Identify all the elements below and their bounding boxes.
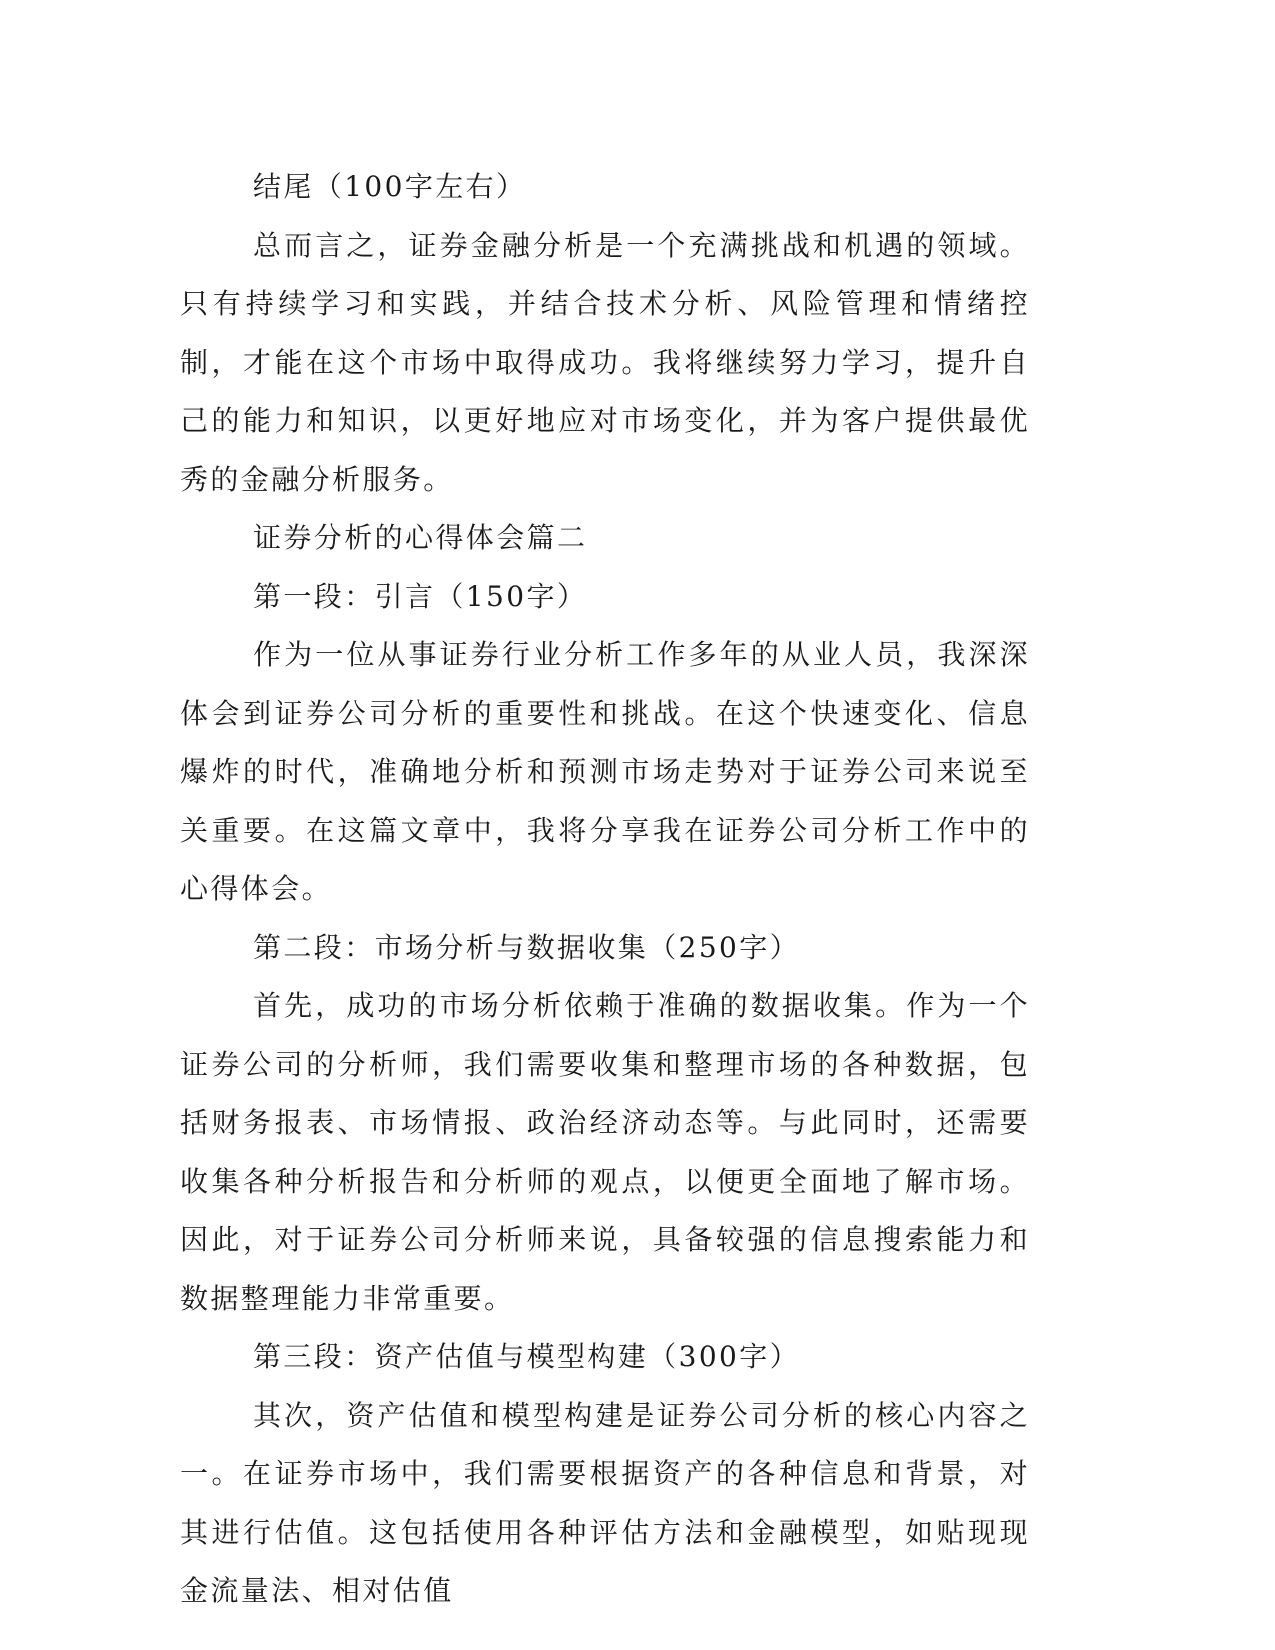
section-heading-asset-valuation: 第三段：资产估值与模型构建（300字） bbox=[253, 1340, 801, 1373]
document-body bbox=[180, 158, 1030, 1621]
paragraph-market-analysis: 首先，成功的市场分析依赖于准确的数据收集。作为一个证券公司的分析师，我们需要收集和整理市场的各种数据，包括财务报表、市场情报、政治经济动态等。与此同时，还需要收集各种分析报告和分析师的观点，以便更全面地了解市场。因此，对于证券公司分析师来说，具备较强的信息搜索能力和数据整理能力非常重要。 bbox=[180, 989, 1030, 1315]
section-heading-introduction: 第一段：引言（150字） bbox=[253, 579, 588, 613]
section-heading-conclusion: 结尾（100字左右） bbox=[253, 170, 527, 203]
section-heading-market-analysis: 第二段：市场分析与数据收集（250字） bbox=[253, 930, 801, 964]
paragraph-asset-valuation: 其次，资产估值和模型构建是证券公司分析的核心内容之一。在证券市场中，我们需要根据资产的各种信息和背景，对其进行估值。这包括使用各种评估方法和金融模型，如贴现现金流量法、相对估值 bbox=[180, 1398, 1030, 1607]
article-title-part-two: 证券分析的心得体会篇二 bbox=[253, 521, 588, 554]
paragraph-conclusion: 总而言之，证券金融分析是一个充满挑战和机遇的领域。只有持续学习和实践，并结合技术分析、风险管理和情绪控制，才能在这个市场中取得成功。我将继续努力学习，提升自己的能力和知识，以更好地应对市场变化，并为客户提供最优秀的金融分析服务。 bbox=[180, 228, 1030, 496]
paragraph-introduction: 作为一位从事证券行业分析工作多年的从业人员，我深深体会到证券公司分析的重要性和挑战。在这个快速变化、信息爆炸的时代，准确地分析和预测市场走势对于证券公司来说至关重要。在这篇文章中，我将分享我在证券公司分析工作中的心得体会。 bbox=[180, 638, 1030, 905]
